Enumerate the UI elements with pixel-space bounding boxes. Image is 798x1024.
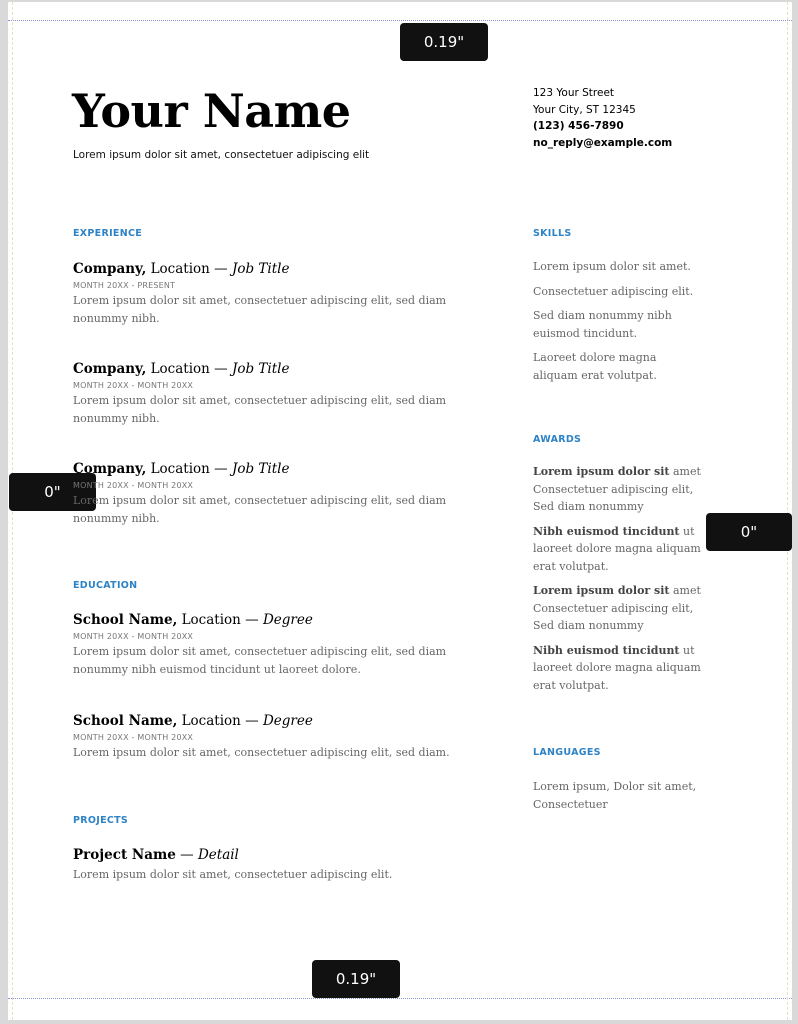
experience-entry-dates: MONTH 20XX - MONTH 20XX (73, 481, 194, 490)
project-entry-desc: Lorem ipsum dolor sit amet, consectetuer adipiscing elit. (73, 868, 393, 881)
contact-street: 123 Your Street (533, 87, 615, 99)
resume-name[interactable]: Your Name (72, 84, 351, 138)
award-item: Nibh euismod tincidunt ut laoreet dolore magna aliquam erat volutpat. (533, 643, 701, 692)
experience-entry-3[interactable] (73, 460, 473, 527)
education-entry-desc: Lorem ipsum dolor sit amet, consectetuer adipiscing elit, sed diam nonummy nibh euismod tincidunt ut laoreet dolore. (73, 645, 447, 676)
awards-list[interactable] (533, 463, 708, 701)
education-entry-dates: MONTH 20XX - MONTH 20XX (73, 733, 194, 742)
skills-list[interactable] (533, 258, 703, 391)
experience-entry-1[interactable] (73, 260, 473, 327)
left-margin-guide[interactable] (12, 2, 13, 1020)
contact-block[interactable] (533, 85, 672, 151)
award-item: Lorem ipsum dolor sit amet Consectetuer adipiscing elit, Sed diam nonummy (533, 465, 701, 513)
education-entry-dates: MONTH 20XX - MONTH 20XX (73, 632, 194, 641)
right-margin-badge: 0" (706, 513, 792, 551)
experience-entry-dates: MONTH 20XX - MONTH 20XX (73, 381, 194, 390)
education-entry-1[interactable] (73, 611, 473, 678)
contact-city: Your City, ST 12345 (533, 103, 636, 116)
experience-entry-title: Company, Location — Job Title (73, 361, 290, 377)
education-entry-title: School Name, Location — Degree (73, 612, 313, 628)
top-margin-guide[interactable] (8, 20, 792, 21)
experience-entry-desc: Lorem ipsum dolor sit amet, consectetuer adipiscing elit, sed diam nonummy nibh. (73, 294, 447, 325)
top-margin-badge: 0.19" (400, 23, 488, 61)
bottom-margin-badge: 0.19" (312, 960, 400, 998)
projects-heading[interactable]: PROJECTS (73, 815, 129, 826)
languages-text: Lorem ipsum, Dolor sit amet, Consectetuer (533, 780, 697, 811)
education-heading[interactable]: EDUCATION (73, 580, 138, 591)
resume-tagline[interactable]: Lorem ipsum dolor sit amet, consectetuer adipiscing elit (73, 149, 370, 161)
contact-phone: (123) 456-7890 (533, 120, 624, 132)
skill-item: Laoreet dolore magna aliquam erat volutpat. (533, 351, 657, 382)
awards-heading[interactable]: AWARDS (533, 434, 582, 445)
skill-item: Sed diam nonummy nibh euismod tincidunt. (533, 309, 672, 340)
skill-item: Consectetuer adipiscing elit. (533, 284, 694, 298)
project-entry-1[interactable] (73, 846, 473, 884)
languages-list[interactable] (533, 778, 708, 820)
award-item: Nibh euismod tincidunt ut laoreet dolore magna aliquam erat volutpat. (533, 524, 701, 573)
experience-entry-2[interactable] (73, 360, 473, 427)
project-entry-title: Project Name — Detail (73, 847, 239, 863)
right-margin-guide[interactable] (787, 2, 788, 1020)
languages-heading[interactable]: LANGUAGES (533, 747, 601, 758)
award-item: Lorem ipsum dolor sit amet Consectetuer adipiscing elit, Sed diam nonummy (533, 584, 701, 632)
bottom-margin-guide[interactable] (8, 998, 792, 999)
experience-entry-desc: Lorem ipsum dolor sit amet, consectetuer adipiscing elit, sed diam nonummy nibh. (73, 494, 447, 525)
experience-heading[interactable]: EXPERIENCE (73, 228, 143, 239)
education-entry-2[interactable] (73, 712, 473, 762)
experience-entry-title: Company, Location — Job Title (73, 461, 290, 477)
experience-entry-desc: Lorem ipsum dolor sit amet, consectetuer adipiscing elit, sed diam nonummy nibh. (73, 394, 447, 425)
experience-entry-dates: MONTH 20XX - PRESENT (73, 281, 176, 290)
skills-heading[interactable]: SKILLS (533, 228, 572, 239)
left-margin-badge: 0" (9, 473, 96, 511)
skill-item: Lorem ipsum dolor sit amet. (533, 260, 691, 273)
contact-email: no_reply@example.com (533, 136, 673, 149)
education-entry-title: School Name, Location — Degree (73, 713, 313, 729)
education-entry-desc: Lorem ipsum dolor sit amet, consectetuer adipiscing elit, sed diam. (73, 746, 450, 759)
experience-entry-title: Company, Location — Job Title (73, 261, 290, 277)
